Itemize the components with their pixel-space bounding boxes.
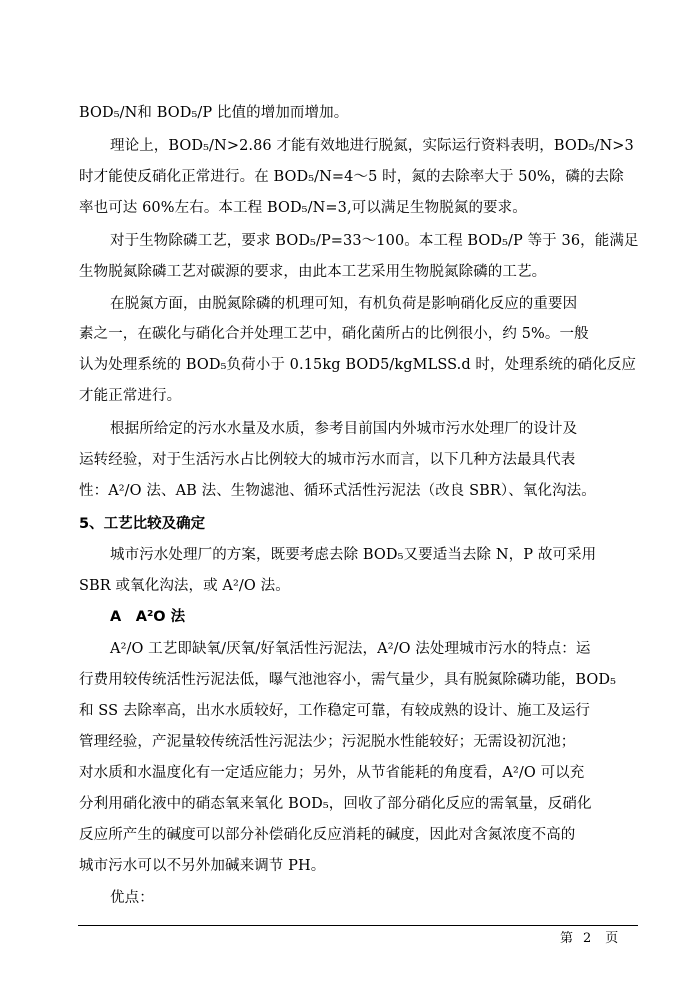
paragraph-line: 和 SS 去除率高，出水水质较好，工作稳定可靠，有较成熟的设计、施工及运行 <box>79 703 591 719</box>
paragraph-line: 对于生物除磷工艺，要求 BOD₅/P=33～100。本工程 BOD₅/P 等于 36，能满足 <box>110 233 639 249</box>
paragraph-line: 管理经验，产泥量较传统活性污泥法少；污泥脱水性能较好；无需设初沉池； <box>79 734 576 750</box>
paragraph-line: 才能正常进行。 <box>79 388 182 404</box>
paragraph-line: 分利用硝化液中的硝态氧来氧化 BOD₅，回收了部分硝化反应的需氧量，反硝化 <box>79 796 592 812</box>
paragraph-line: 行费用较传统活性污泥法低，曝气池池容小，需气量少，具有脱氮除磷功能，BOD₅ <box>79 672 617 688</box>
paragraph-line: 在脱氮方面，由脱氮除磷的机理可知，有机负荷是影响硝化反应的重要因 <box>110 296 578 312</box>
footer-divider <box>78 925 638 926</box>
paragraph-line: 认为处理系统的 BOD₅负荷小于 0.15kg BOD5/kgMLSS.d 时，处理系统的硝化反应 <box>79 357 637 373</box>
paragraph-line: SBR 或氧化沟法，或 A²/O 法。 <box>79 578 290 594</box>
section-heading: 5、工艺比较及确定 <box>79 516 206 532</box>
paragraph-line: 理论上，BOD₅/N>2.86 才能有效地进行脱氮，实际运行资料表明，BOD₅/N>3 <box>110 138 634 154</box>
paragraph-line: 优点： <box>110 890 154 906</box>
paragraph-line: 素之一，在碳化与硝化合并处理工艺中，硝化菌所占的比例很小，约 5%。一般 <box>79 326 589 342</box>
paragraph-line: 城市污水可以不另外加碱来调节 PH。 <box>79 858 326 874</box>
paragraph-line: 性：A²/O 法、AB 法、生物滤池、循环式活性污泥法（改良 SBR）、氧化沟法。 <box>79 483 596 499</box>
footer-prefix: 第 <box>560 931 574 946</box>
paragraph-line: 运转经验，对于生活污水占比例较大的城市污水而言，以下几种方法最具代表 <box>79 452 576 468</box>
paragraph-line: 反应所产生的碱度可以部分补偿硝化反应消耗的碱度，因此对含氮浓度不高的 <box>79 827 576 843</box>
paragraph-line: 根据所给定的污水水量及水质，参考目前国内外城市污水处理厂的设计及 <box>110 421 578 437</box>
paragraph-line: BOD₅/N和 BOD₅/P 比值的增加而增加。 <box>79 105 349 121</box>
paragraph-line: 生物脱氮除磷工艺对碳源的要求，由此本工艺采用生物脱氮除磷的工艺。 <box>79 264 547 280</box>
sub-heading: A A²O 法 <box>110 609 186 625</box>
paragraph-line: 城市污水处理厂的方案，既要考虑去除 BOD₅又要适当去除 N，P 故可采用 <box>110 547 597 563</box>
paragraph-line: 率也可达 60%左右。本工程 BOD₅/N=3,可以满足生物脱氮的要求。 <box>79 200 527 216</box>
footer-suffix: 页 <box>605 931 619 946</box>
page-footer <box>560 930 618 948</box>
page-number: 2 <box>583 931 592 946</box>
paragraph-line: A²/O 工艺即缺氧/厌氧/好氧活性污泥法，A²/O 法处理城市污水的特点：运 <box>110 641 591 657</box>
paragraph-line: 对水质和水温度化有一定适应能力；另外，从节省能耗的角度看，A²/O 可以充 <box>79 765 585 781</box>
paragraph-line: 时才能使反硝化正常进行。在 BOD₅/N=4～5 时，氮的去除率大于 50%，磷的去除 <box>79 169 624 185</box>
